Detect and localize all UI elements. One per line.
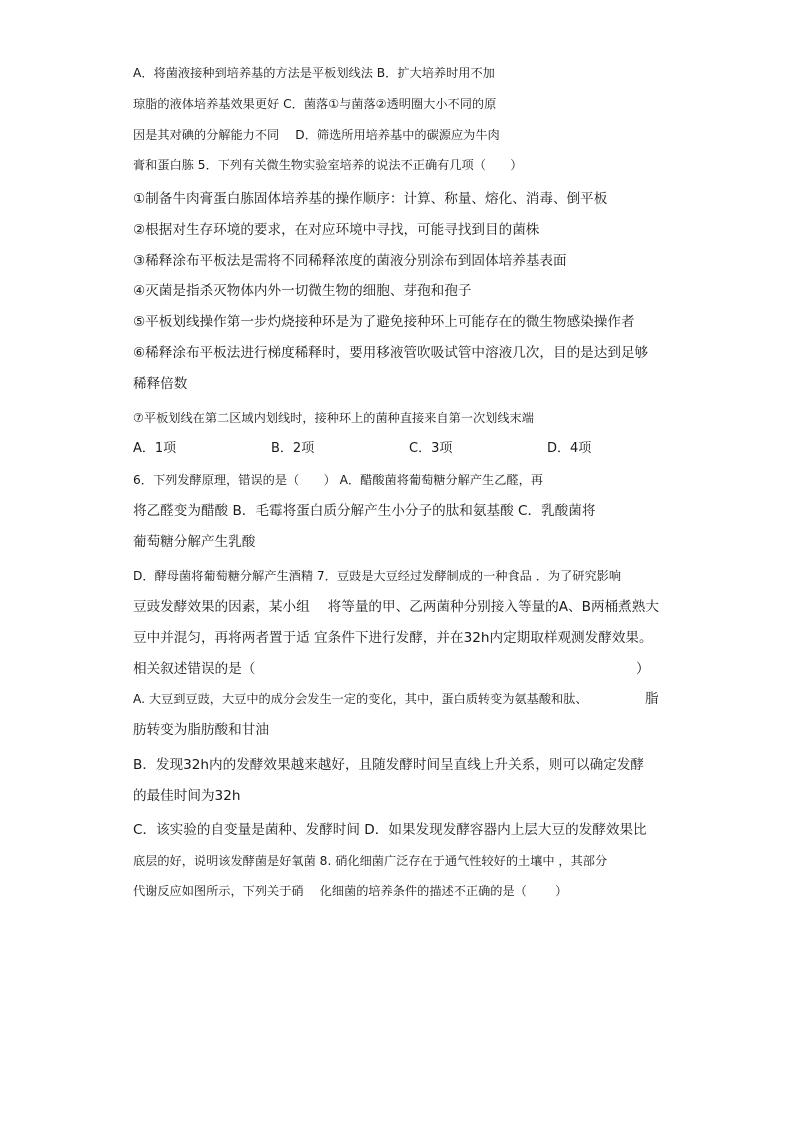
text-line: 葡萄糖分解产生乳酸: [133, 534, 256, 550]
text-line: ①制备牛肉膏蛋白胨固体培养基的操作顺序：计算、称量、熔化、消毒、倒平板: [133, 191, 608, 207]
option-a: A．1项: [133, 441, 177, 456]
text-line: C．该实验的自变量是菌种、发酵时间 D．如果发现发酵容器内上层大豆的发酵效果比: [133, 822, 647, 838]
text-line: ）: [636, 661, 650, 677]
text-line: 将乙醛变为醋酸 B．毛霉将蛋白质分解产生小分子的肽和氨基酸 C．乳酸菌将: [133, 503, 596, 519]
text-line: 底层的好，说明该发酵菌是好氧菌 8. 硝化细菌广泛存在于通气性较好的土壤中 ，其部分: [133, 854, 608, 868]
text-line: 相关叙述错误的是（: [133, 661, 256, 677]
text-line: D．酵母菌将葡萄糖分解产生酒精 7．豆豉是大豆经过发酵制成的一种食品 ．为了研究影响: [133, 569, 622, 583]
option-c: C．3项: [409, 441, 453, 456]
option-b: B．2项: [271, 441, 315, 456]
text-line: ⑦平板划线在第二区域内划线时，接种环上的菌种直接来自第一次划线末端: [133, 411, 534, 425]
text-line: ③稀释涂布平板法是需将不同稀释浓度的菌液分别涂布到固体培养基表面: [133, 253, 567, 269]
text-line: ⑥稀释涂布平板法进行梯度稀释时，要用移液管吹吸试管中溶液几次，目的是达到足够: [133, 345, 649, 361]
text-line: ⑤平板划线操作第一步灼烧接种环是为了避免接种环上可能存在的微生物感染操作者: [133, 314, 635, 330]
text-line: 豆豉发酵效果的因素，某小组 将等量的甲、乙两菌种分别接入等量的A、B两桶煮熟大: [133, 599, 659, 615]
text-line: 代谢反应如图所示，下列关于硝 化细菌的培养条件的描述不正确的是（ ）: [133, 884, 568, 898]
text-line: 稀释倍数: [133, 376, 188, 392]
text-line: 琼脂的液体培养基效果更好 C．菌落①与菌落②透明圈大小不同的原: [133, 97, 497, 111]
text-line: 膏和蛋白胨 5．下列有关微生物实验室培养的说法不正确有几项（ ）: [133, 158, 523, 172]
text-line: B．发现32h内的发酵效果越来越好，且随发酵时间呈直线上升关系，则可以确定发酵: [133, 757, 645, 773]
text-line: 因是其对碘的分解能力不同 D．筛选所用培养基中的碳源应为牛肉: [133, 128, 500, 142]
text-line: 的最佳时间为32h: [133, 788, 241, 804]
text-line: A. 大豆到豆豉，大豆中的成分会发生一定的变化，其中，蛋白质转变为氨基酸和肽、: [133, 692, 588, 706]
text-line: 肪转变为脂肪酸和甘油: [133, 722, 269, 738]
text-line: ④灭菌是指杀灭物体内外一切微生物的细胞、芽孢和孢子: [133, 283, 472, 299]
text-line: A．将菌液接种到培养基的方法是平板划线法 B．扩大培养时用不加: [133, 66, 495, 80]
text-line: 脂: [645, 691, 659, 707]
text-line: 6．下列发酵原理，错误的是（ ） A．醋酸菌将葡萄糖分解产生乙醛，再: [133, 473, 543, 487]
text-line: 豆中并混匀，再将两者置于适 宜条件下进行发酵，并在32h内定期取样观测发酵效果。: [133, 630, 653, 646]
option-d: D．4项: [547, 441, 592, 456]
text-line: ②根据对生存环境的要求，在对应环境中寻找，可能寻找到目的菌株: [133, 222, 540, 238]
